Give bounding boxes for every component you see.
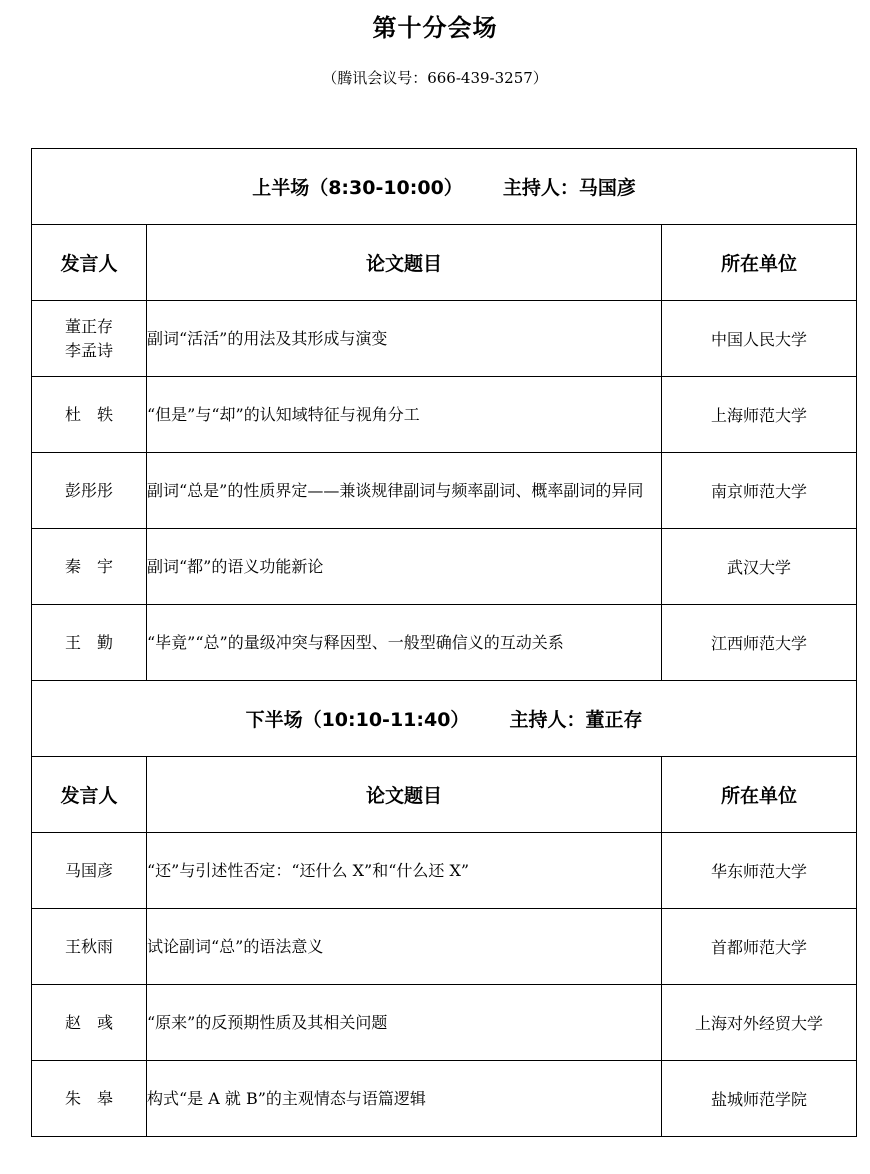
speaker-name: 王秋雨 [64, 936, 113, 956]
session-header [32, 681, 857, 757]
speaker-cell [32, 1061, 147, 1137]
paper-title-cell: “还”与引述性否定：“还什么 X”和“什么还 X” [147, 833, 662, 909]
session-header-row [32, 681, 857, 757]
speaker-cell [32, 377, 147, 453]
column-header-unit: 所在单位 [662, 757, 857, 833]
paper-title-cell: 副词“都”的语义功能新论 [147, 529, 662, 605]
affiliation-cell: 盐城师范学院 [662, 1061, 857, 1137]
session-header-row [32, 149, 857, 225]
session-time-label: 上半场（8:30-10:00） [252, 177, 463, 199]
meeting-id-subtitle: （腾讯会议号：666-439-3257） [322, 69, 548, 87]
table-row [32, 833, 857, 909]
column-header-unit: 所在单位 [662, 225, 857, 301]
speaker-name: 赵 彧 [64, 1012, 113, 1032]
speaker-cell [32, 301, 147, 377]
paper-title-cell: 副词“总是”的性质界定——兼谈规律副词与频率副词、概率副词的异同 [147, 453, 662, 529]
paper-title-cell: “但是”与“却”的认知域特征与视角分工 [147, 377, 662, 453]
paper-title-cell: 构式“是 A 就 B”的主观情态与语篇逻辑 [147, 1061, 662, 1137]
speaker-cell [32, 453, 147, 529]
column-header-paper: 论文题目 [147, 757, 662, 833]
affiliation-cell: 武汉大学 [662, 529, 857, 605]
paper-title-cell: 副词“活活”的用法及其形成与演变 [147, 301, 662, 377]
table-row [32, 377, 857, 453]
table-row [32, 301, 857, 377]
affiliation-cell: 南京师范大学 [662, 453, 857, 529]
speaker-cell [32, 833, 147, 909]
affiliation-cell: 上海对外经贸大学 [662, 985, 857, 1061]
session-host-label: 主持人：董正存 [509, 709, 643, 731]
speaker-name: 秦 宇 [64, 556, 113, 576]
speaker-name: 王 勤 [64, 632, 113, 652]
paper-title-cell: “原来”的反预期性质及其相关问题 [147, 985, 662, 1061]
session-header [32, 149, 857, 225]
speaker-cell [32, 909, 147, 985]
speaker-name: 马国彦 [64, 860, 113, 880]
speaker-name: 彭彤彤 [64, 480, 113, 500]
column-header-row [32, 225, 857, 301]
session-host-label: 主持人：马国彦 [502, 177, 636, 199]
affiliation-cell: 江西师范大学 [662, 605, 857, 681]
column-header-paper: 论文题目 [147, 225, 662, 301]
column-header-speaker: 发言人 [32, 225, 147, 301]
table-row [32, 1061, 857, 1137]
paper-title-cell: 试论副词“总”的语法意义 [147, 909, 662, 985]
table-row [32, 453, 857, 529]
speaker-cell [32, 605, 147, 681]
table-row [32, 909, 857, 985]
speaker-name: 杜 轶 [64, 404, 113, 424]
page-title: 第十分会场 [372, 14, 498, 42]
affiliation-cell: 中国人民大学 [662, 301, 857, 377]
speaker-cell [32, 529, 147, 605]
affiliation-cell: 首都师范大学 [662, 909, 857, 985]
table-row [32, 529, 857, 605]
session-time-label: 下半场（10:10-11:40） [245, 709, 470, 731]
speaker-name: 董正存 [64, 316, 113, 336]
speaker-cell [32, 985, 147, 1061]
affiliation-cell: 上海师范大学 [662, 377, 857, 453]
schedule-body [32, 149, 857, 1137]
schedule-table [31, 148, 857, 1137]
speaker-name: 李孟诗 [64, 340, 113, 360]
column-header-row [32, 757, 857, 833]
paper-title-cell: “毕竟”“总”的量级冲突与释因型、一般型确信义的互动关系 [147, 605, 662, 681]
speaker-name: 朱 皋 [64, 1088, 113, 1108]
table-row [32, 985, 857, 1061]
column-header-speaker: 发言人 [32, 757, 147, 833]
affiliation-cell: 华东师范大学 [662, 833, 857, 909]
table-row [32, 605, 857, 681]
